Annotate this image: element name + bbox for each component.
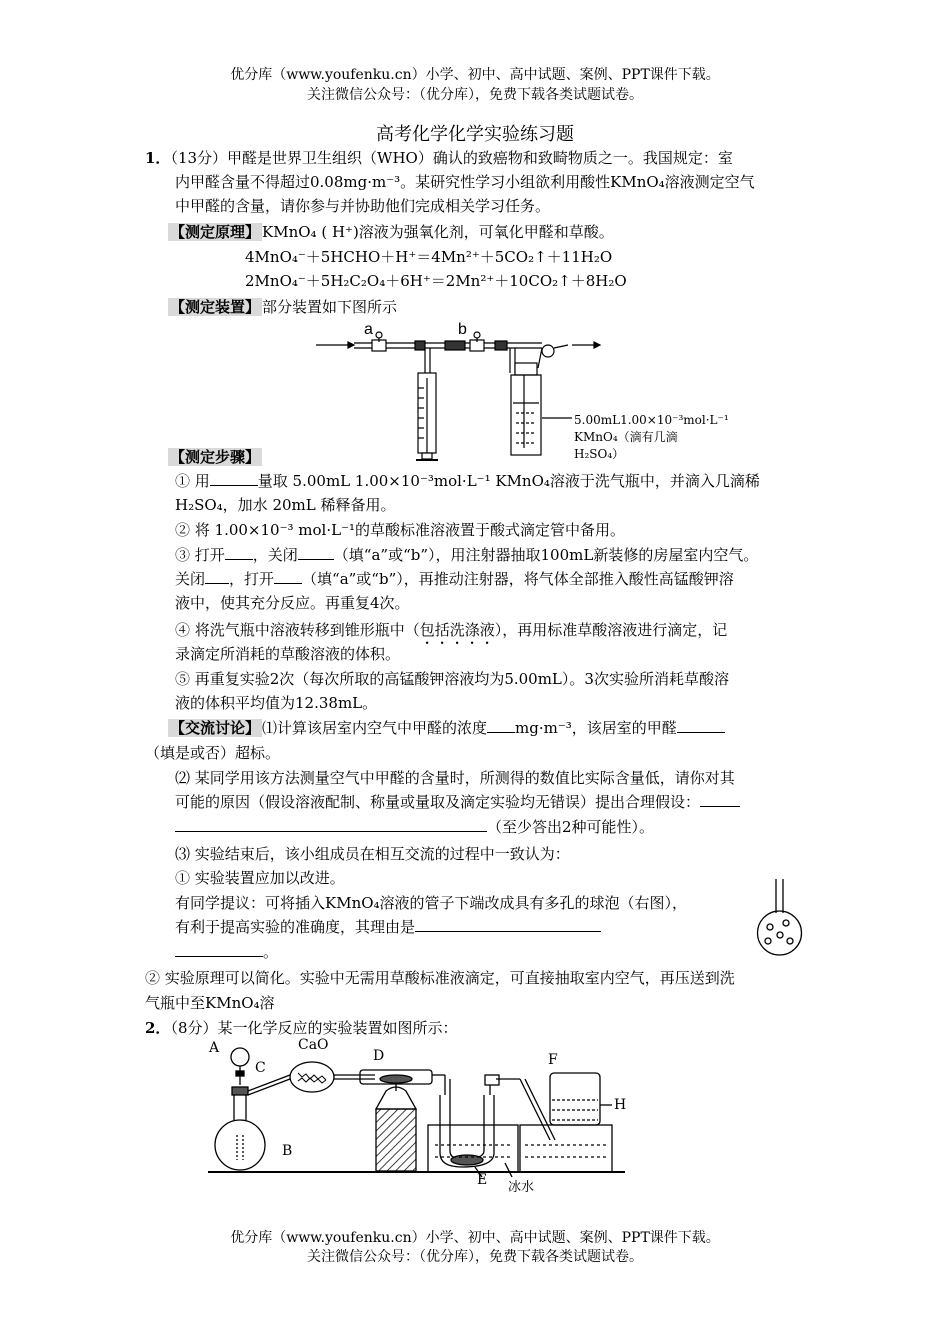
blank-10[interactable] <box>415 915 601 932</box>
q1-intro-text-1: （13分）甲醛是世界卫生组织（WHO）确认的致癌物和致畸物质之一。我国规定：室 <box>170 149 733 167</box>
step-4-emphasis: （包括洗涤液） <box>404 621 503 639</box>
discussion-3-item-2-line-1: 有同学提议：可将插入KMnO₄溶液的管子下端改成具有多孔的球泡（右图）， <box>175 894 688 912</box>
q1-intro-line-1 <box>145 146 733 170</box>
step-5-line-2: 液的体积平均值为12.38mL。 <box>175 694 378 712</box>
blank-2[interactable] <box>225 543 253 560</box>
burner-stand <box>376 1109 416 1171</box>
valve-b-knob <box>474 332 480 338</box>
discussion-1-text-a: ⑴计算该居室内空气中甲醛的浓度 <box>262 719 488 737</box>
step-3-text-d: 关闭 <box>175 570 206 588</box>
label-b: b <box>458 321 467 338</box>
step-3-line-3: 液中，使其充分反应。再重复4次。 <box>175 594 410 612</box>
discussion-2-line-3 <box>175 815 654 839</box>
blank-11[interactable] <box>175 940 263 957</box>
step-3-line-1 <box>175 543 758 567</box>
gas-jar-f <box>550 1073 600 1125</box>
discussion-3-text-c: 。 <box>263 943 279 961</box>
step-3-text-e: ，打开 <box>229 570 275 588</box>
discussion-tag: 【交流讨论】 <box>170 719 261 737</box>
step-1-line-2: H₂SO₄，加水 20mL 稀释备用。 <box>175 496 396 514</box>
discussion-3-item-3-line-2: 气瓶中至KMnO₄溶 <box>145 994 275 1012</box>
step-1-text-a: ① 用 <box>175 472 210 490</box>
label-D: D <box>373 1048 385 1064</box>
discussion-3-item-1: ① 实验装置应加以改进。 <box>175 869 345 887</box>
solution-label-2: KMnO₄（滴有几滴 <box>574 430 678 444</box>
apparatus-tag: 【测定装置】 <box>170 298 261 316</box>
flask-b <box>215 1120 265 1170</box>
step-4-line-2: 录滴定所消耗的草酸溶液的体积。 <box>175 645 401 663</box>
valve-a-knob <box>376 332 382 338</box>
blank-8[interactable] <box>700 790 740 807</box>
page-title: 高考化学化学实验练习题 <box>376 124 574 145</box>
header-line-1: 优分库（www.youfenku.cn）小学、初中、高中试题、案例、PPT课件下载。 <box>230 67 720 83</box>
label-CaO: CaO <box>298 1037 329 1053</box>
discussion-line-2: （填是或否）超标。 <box>145 744 281 762</box>
step-3-text-b: ，关闭 <box>252 546 298 564</box>
header-line-2: 关注微信公众号：（优分库），免费下载各类试题试卷。 <box>307 87 643 103</box>
equation-2: 2MnO₄⁻＋5H₂C₂O₄＋6H⁺＝2Mn²⁺＋10CO₂↑＋8H₂O <box>245 272 627 290</box>
blank-4[interactable] <box>205 567 229 584</box>
principle-line <box>168 220 614 244</box>
discussion-3-item-2-line-2 <box>175 915 601 939</box>
label-B: B <box>282 1143 293 1159</box>
discussion-2-text-b: 可能的原因（假设溶液配制、称量或量取及滴定实验均无错误）提出合理假设： <box>175 793 701 811</box>
label-ice-water: 冰水 <box>508 1180 535 1195</box>
q1-number: 1． <box>145 149 171 167</box>
step-3-text-c: （填“a”或“b”），用注射器抽取100mL新装修的房屋室内空气。 <box>333 546 759 564</box>
porous-bulb-diagram <box>750 875 810 960</box>
step-5-line-1: ⑤ 再重复实验2次（每次所取的高锰酸钾溶液均为5.00mL）。3次实验所消耗草酸溶 <box>175 670 729 688</box>
discussion-3-item-2-line-3 <box>175 940 278 964</box>
q2-number: 2． <box>145 1019 171 1037</box>
discussion-3-line: ⑶ 实验结束后，该小组成员在相互交流的过程中一致认为： <box>175 845 570 863</box>
ice-bath-2 <box>520 1125 612 1172</box>
steps-tag: 【测定步骤】 <box>170 448 261 466</box>
step-2: ② 将 1.00×10⁻³ mol·L⁻¹的草酸标准溶液置于酸式滴定管中备用。 <box>175 521 626 539</box>
discussion-3-item-3-line-1: ② 实验原理可以简化。实验中无需用草酸标准液滴定，可直接抽取室内空气，再压送到洗 <box>145 969 735 987</box>
step-4-text-a: ④ 将洗气瓶中溶液转移到锥形瓶中 <box>175 621 405 639</box>
reaction-apparatus-diagram <box>200 1035 630 1190</box>
q1-intro-line-3: 中甲醛的含量，请你参与并协助他们完成相关学习任务。 <box>175 197 551 215</box>
discussion-line-1 <box>168 716 725 740</box>
blank-9[interactable] <box>175 815 487 832</box>
principle-tag: 【测定原理】 <box>170 223 261 241</box>
steps-line <box>168 445 262 469</box>
label-A: A <box>209 1040 220 1056</box>
discussion-2-line-1: ⑵ 某同学用该方法测量空气中甲醛的含量时，所测得的数值比实际含量低，请你对其 <box>175 769 735 787</box>
label-C: C <box>255 1060 266 1076</box>
solution-label-3: H₂SO₄） <box>574 447 625 461</box>
step-3-line-2 <box>175 567 734 591</box>
blank-1[interactable] <box>210 469 258 486</box>
apparatus-text: 部分装置如下图所示 <box>262 298 398 316</box>
label-E: E <box>477 1172 488 1188</box>
blank-5[interactable] <box>274 567 302 584</box>
blank-3[interactable] <box>298 543 334 560</box>
q2-text: （8分）某一化学反应的实验装置如图所示： <box>170 1019 458 1037</box>
step-3-text-a: ③ 打开 <box>175 546 225 564</box>
blank-6[interactable] <box>487 716 515 733</box>
footer-line-1: 优分库（www.youfenku.cn）小学、初中、高中试题、案例、PPT课件下载。 <box>230 1230 720 1246</box>
label-F: F <box>548 1052 558 1068</box>
footer-line-2: 关注微信公众号：（优分库），免费下载各类试题试卷。 <box>307 1249 643 1265</box>
equation-1: 4MnO₄⁻＋5HCHO＋H⁺＝4Mn²⁺＋5CO₂↑＋11H₂O <box>245 248 613 266</box>
label-a: a <box>364 321 373 338</box>
step-1-text-b: 量取 5.00mL 1.00×10⁻³mol·L⁻¹ KMnO₄溶液于洗气瓶中，并滴入几滴稀 <box>257 472 760 490</box>
discussion-2-line-2 <box>175 790 740 814</box>
principle-text: KMnO₄ ( H⁺)溶液为强氧化剂，可氧化甲醛和草酸。 <box>262 223 614 241</box>
step-3-text-f: （填“a”或“b”），再推动注射器，将气体全部推入酸性高锰酸钾溶 <box>302 570 734 588</box>
q1-intro-line-2: 内甲醛含量不得超过0.08mg·m⁻³。某研究性学习小组欲利用酸性KMnO₄溶液测定空气 <box>175 173 755 191</box>
funnel-a <box>231 1048 249 1066</box>
step-1-line-1 <box>175 469 760 493</box>
apparatus-line <box>168 295 397 319</box>
discussion-3-text-b: 有利于提高实验的准确度，其理由是 <box>175 918 416 936</box>
solution-label-1: 5.00mL1.00×10⁻³mol·L⁻¹ <box>574 413 729 427</box>
label-H: H <box>614 1097 627 1113</box>
outlet-bulb <box>542 345 554 357</box>
discussion-1-text-b: mg·m⁻³，该居室的甲醛 <box>515 719 677 737</box>
discussion-2-text-c: （至少答出2种可能性）。 <box>487 818 655 836</box>
step-4-text-c: ，再用标准草酸溶液进行滴定，记 <box>502 621 728 639</box>
inlet-arrow-head <box>348 342 354 348</box>
blank-7[interactable] <box>677 716 725 733</box>
